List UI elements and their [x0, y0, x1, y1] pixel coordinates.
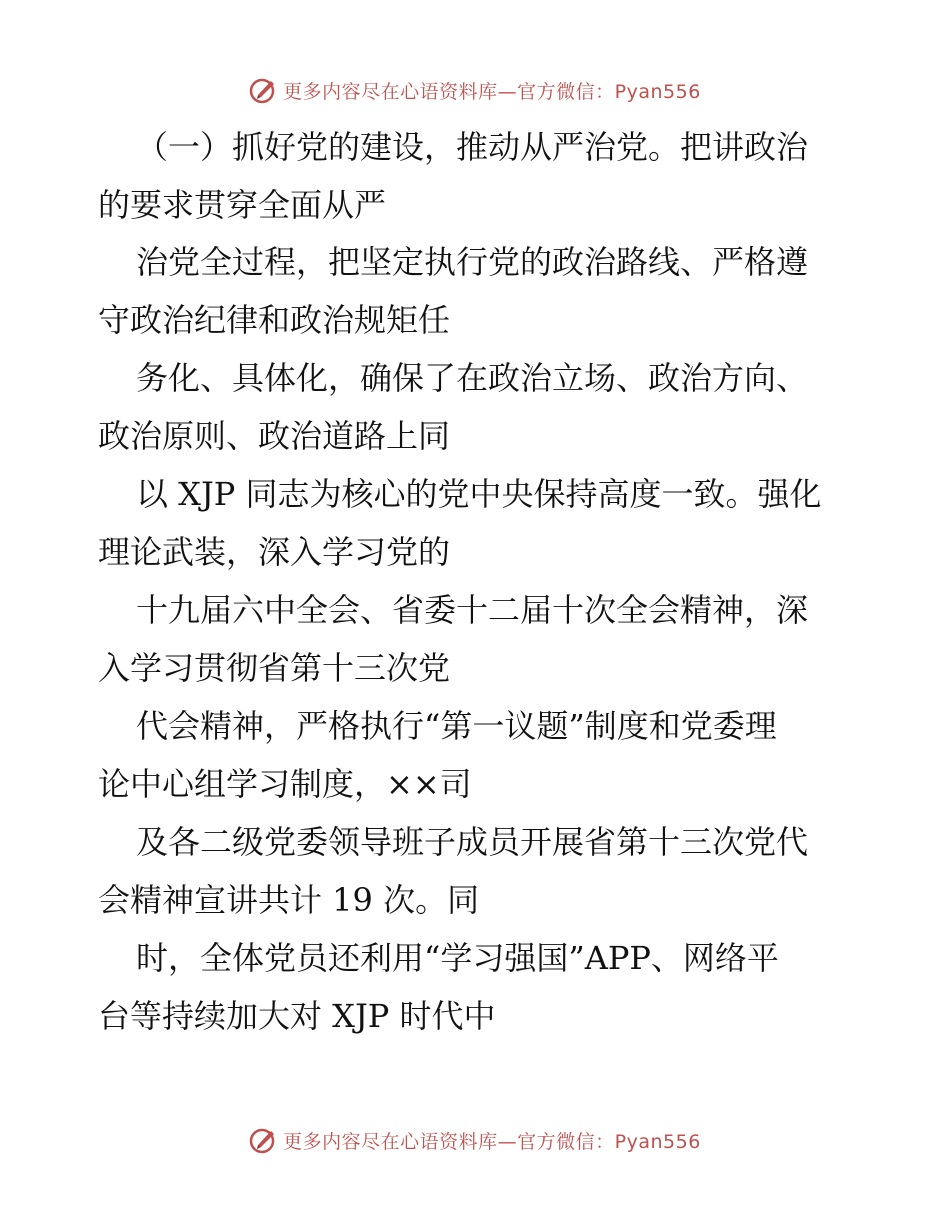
text-line: 入学习贯彻省第十三次党 [98, 649, 451, 687]
text-line: 理论武装，深入学习党的 [98, 533, 451, 571]
text-line: （一）抓好党的建设，推动从严治党。把讲政治 [136, 128, 809, 166]
text-line: 及各二级党委领导班子成员开展省第十三次党代 [136, 823, 809, 861]
footer-watermark [0, 1120, 950, 1160]
text-line: 治党全过程，把坚定执行党的政治路线、严格遵 [136, 243, 809, 281]
text-line: 务化、具体化，确保了在政治立场、政治方向、 [136, 359, 809, 397]
pen-logo-icon [249, 75, 279, 105]
text-line: 守政治纪律和政治规矩任 [98, 301, 451, 339]
text-line: 论中心组学习制度，××司 [98, 765, 472, 803]
text-line: 以 XJP 同志为核心的党中央保持高度一致。强化 [136, 475, 822, 513]
header-watermark [0, 70, 950, 110]
text-line: 会精神宣讲共计 19 次。同 [98, 881, 480, 919]
text-line: 台等持续加大对 XJP 时代中 [98, 997, 496, 1035]
pen-logo-icon [249, 1125, 279, 1155]
header-watermark-text: 更多内容尽在心语资料库—官方微信：Pyan556 [283, 80, 701, 103]
text-line: 政治原则、政治道路上同 [98, 417, 451, 455]
footer-watermark-text: 更多内容尽在心语资料库—官方微信：Pyan556 [283, 1130, 701, 1153]
text-line: 十九届六中全会、省委十二届十次全会精神，深 [136, 591, 809, 629]
text-line: 代会精神，严格执行“第一议题”制度和党委理 [136, 707, 777, 745]
text-line: 时，全体党员还利用“学习强国”APP、网络平 [136, 939, 779, 977]
text-line: 的要求贯穿全面从严 [98, 186, 387, 224]
